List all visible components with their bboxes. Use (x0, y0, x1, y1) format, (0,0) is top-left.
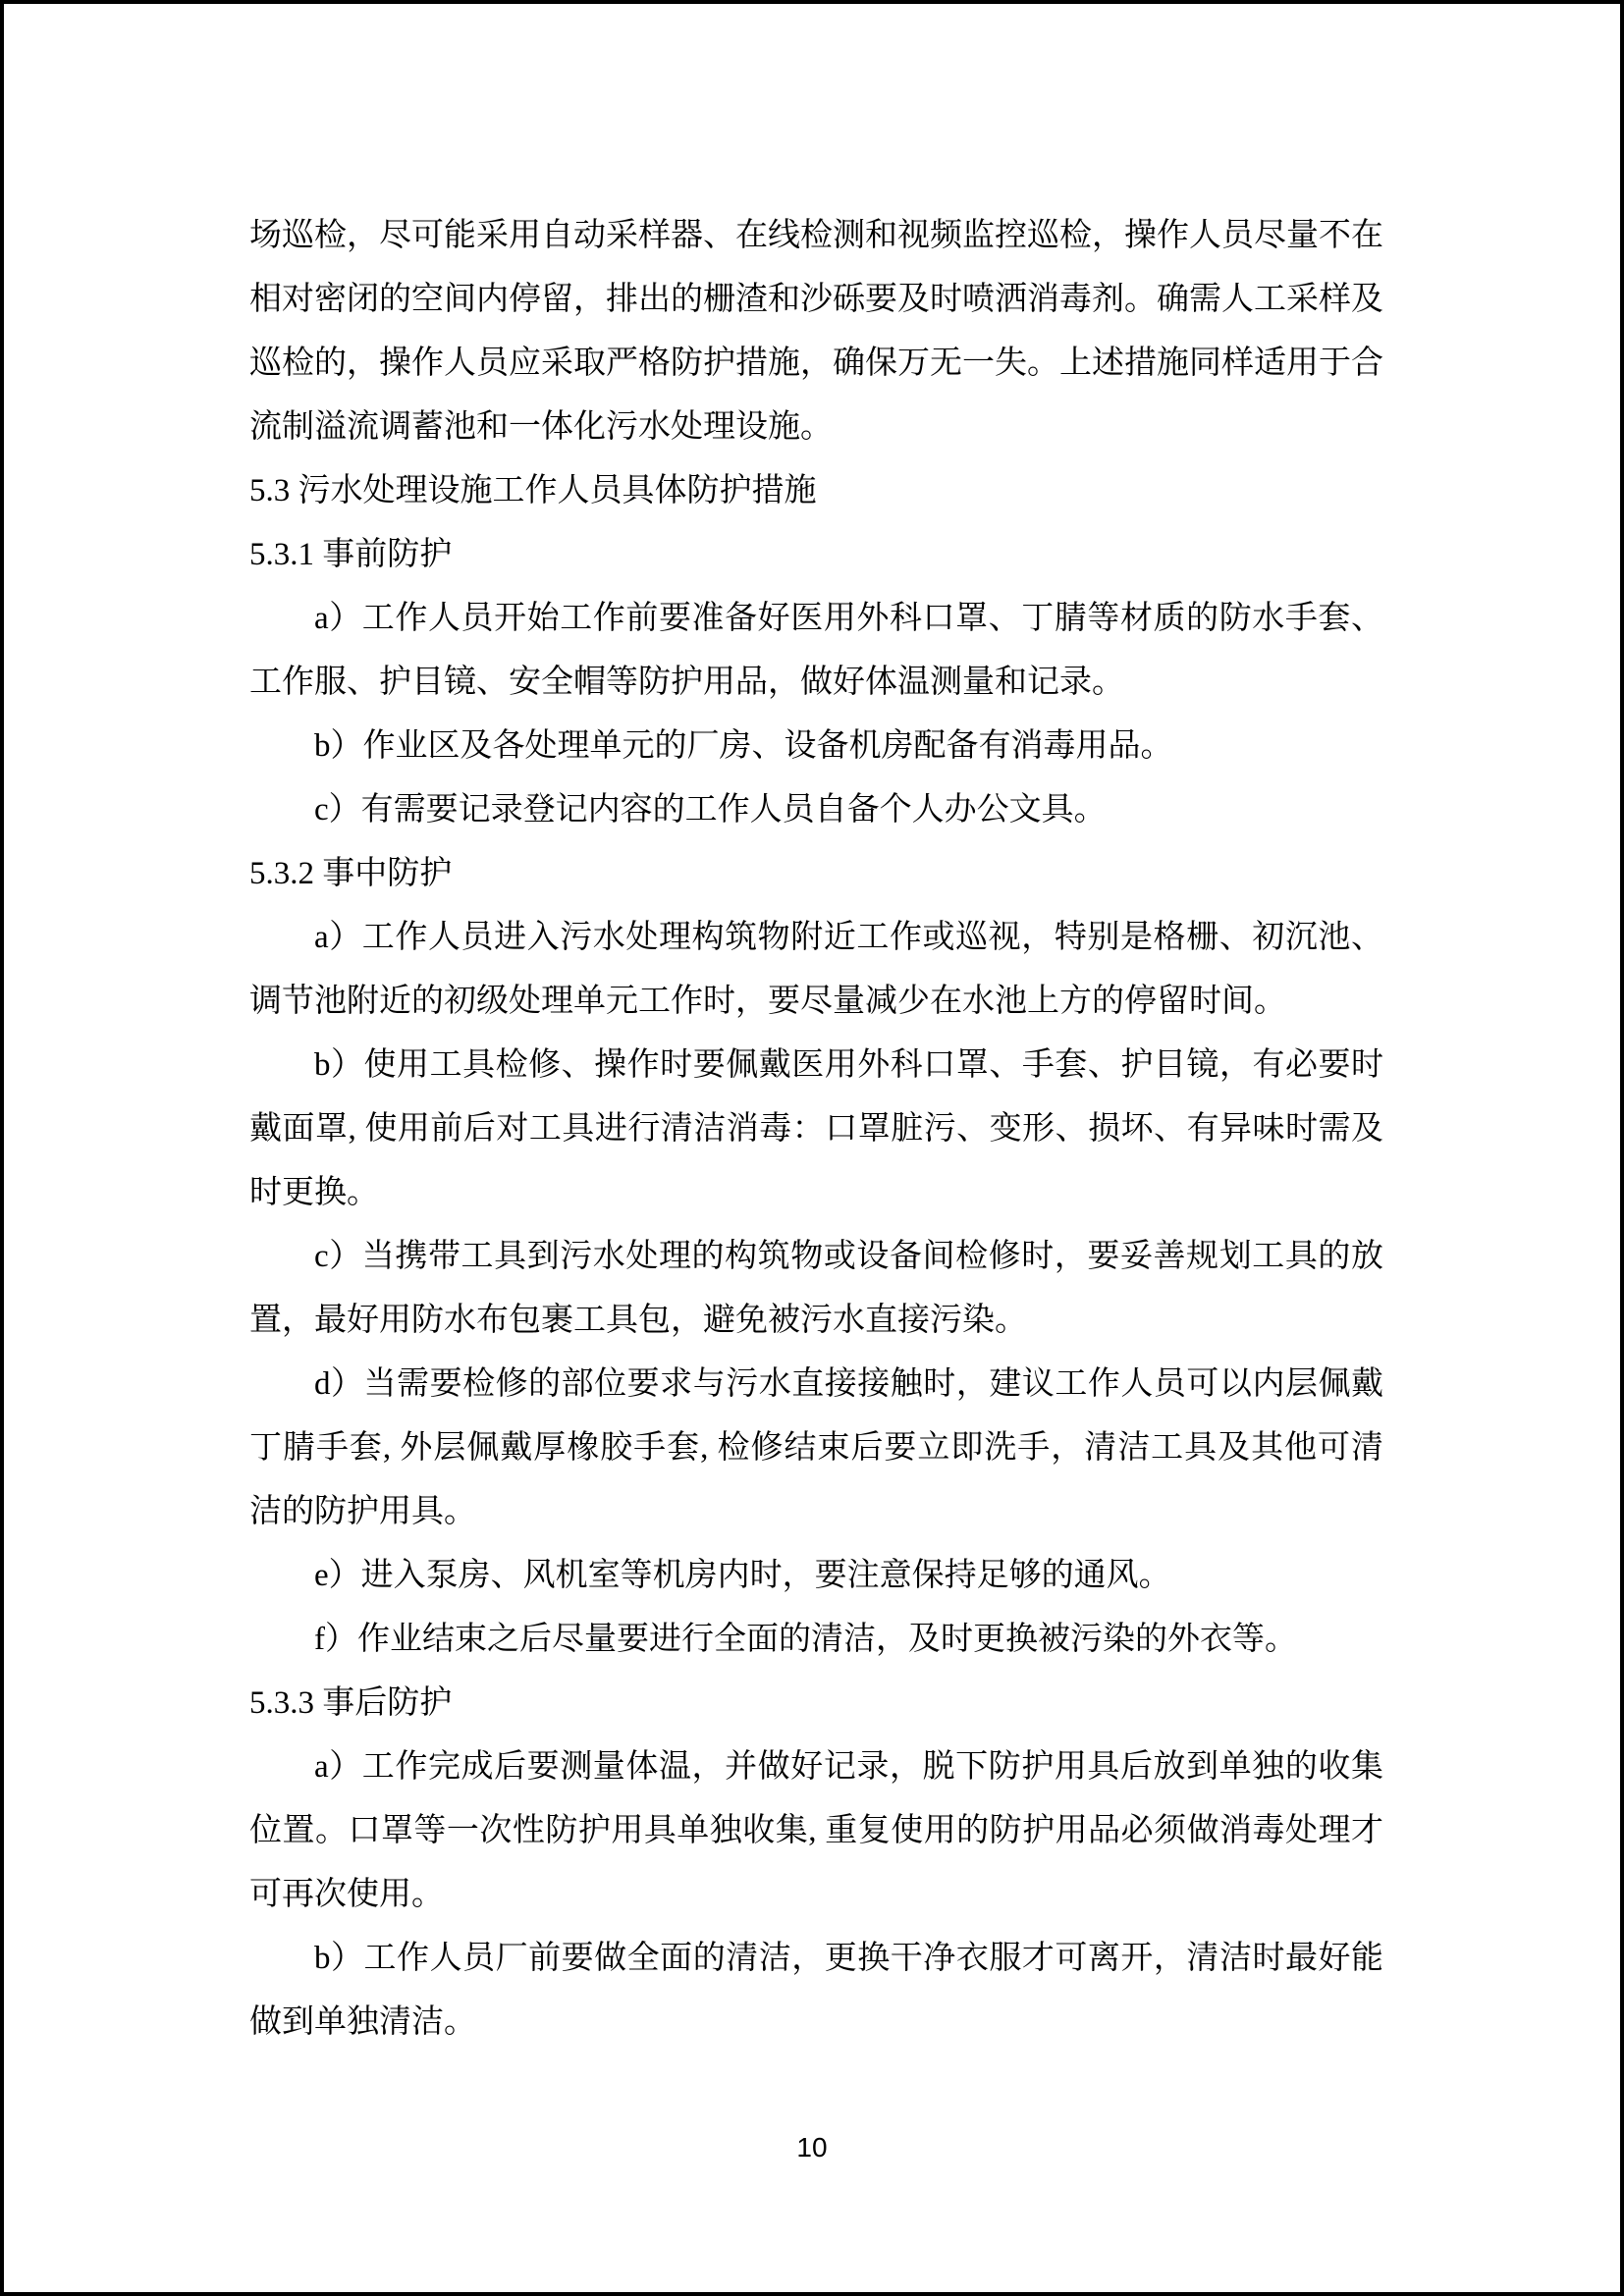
body-text-line: a）工作人员开始工作前要准备好医用外科口罩、丁腈等材质的防水手套、 (314, 601, 1383, 636)
body-text-line: b）使用工具检修、操作时要佩戴医用外科口罩、手套、护目镜，有必要时 (314, 1047, 1383, 1083)
body-text-line: 相对密闭的空间内停留，排出的栅渣和沙砾要及时喷洒消毒剂。确需人工采样及 (249, 282, 1383, 317)
body-text-line: b）作业区及各处理单元的厂房、设备机房配备有消毒用品。 (314, 728, 1173, 764)
body-text-line: 位置。口罩等一次性防护用具单独收集, 重复使用的防护用品必须做消毒处理才 (249, 1813, 1383, 1848)
body-text-line: 流制溢流调蓄池和一体化污水处理设施。 (249, 409, 833, 445)
body-text-line: 做到单独清洁。 (249, 2004, 476, 2040)
body-text-line: 场巡检，尽可能采用自动采样器、在线检测和视频监控巡检，操作人员尽量不在 (249, 218, 1383, 253)
section-heading-line: 5.3 污水处理设施工作人员具体防护措施 (249, 473, 817, 508)
body-text-line: d）当需要检修的部位要求与污水直接接触时，建议工作人员可以内层佩戴 (314, 1366, 1383, 1402)
body-text-line: a）工作完成后要测量体温，并做好记录，脱下防护用具后放到单独的收集 (314, 1749, 1383, 1785)
body-text-line: e）进入泵房、风机室等机房内时，要注意保持足够的通风。 (314, 1558, 1171, 1593)
body-text-line: 洁的防护用具。 (249, 1494, 476, 1529)
page-number: 10 (796, 2132, 828, 2163)
body-text-line: 工作服、护目镜、安全帽等防护用品，做好体温测量和记录。 (249, 665, 1124, 700)
body-text-line: 调节池附近的初级处理单元工作时，要尽量减少在水池上方的停留时间。 (249, 984, 1286, 1019)
section-heading-line: 5.3.3 事后防护 (249, 1685, 453, 1721)
body-text-line: c）有需要记录登记内容的工作人员自备个人办公文具。 (314, 792, 1107, 828)
body-text-line: 巡检的，操作人员应采取严格防护措施，确保万无一失。上述措施同样适用于合 (249, 346, 1383, 381)
body-text-line: a）工作人员进入污水处理构筑物附近工作或巡视，特别是格栅、初沉池、 (314, 920, 1383, 955)
page-body-text (249, 204, 1383, 2055)
body-text-line: f）作业结束之后尽量要进行全面的清洁，及时更换被污染的外衣等。 (314, 1622, 1297, 1657)
section-heading-line: 5.3.2 事中防护 (249, 856, 453, 891)
body-text-line: 戴面罩, 使用前后对工具进行清洁消毒：口罩脏污、变形、损坏、有异味时需及 (249, 1111, 1383, 1147)
body-text-line: c）当携带工具到污水处理的构筑物或设备间检修时，要妥善规划工具的放 (314, 1239, 1383, 1274)
body-text-line: 丁腈手套, 外层佩戴厚橡胶手套, 检修结束后要立即洗手，清洁工具及其他可清 (249, 1430, 1383, 1466)
section-heading-line: 5.3.1 事前防护 (249, 537, 453, 572)
body-text-line: 可再次使用。 (249, 1877, 444, 1912)
body-text-line: b）工作人员厂前要做全面的清洁，更换干净衣服才可离开，清洁时最好能 (314, 1941, 1383, 1976)
body-text-line: 时更换。 (249, 1175, 379, 1210)
body-text-line: 置，最好用防水布包裹工具包，避免被污水直接污染。 (249, 1303, 1027, 1338)
